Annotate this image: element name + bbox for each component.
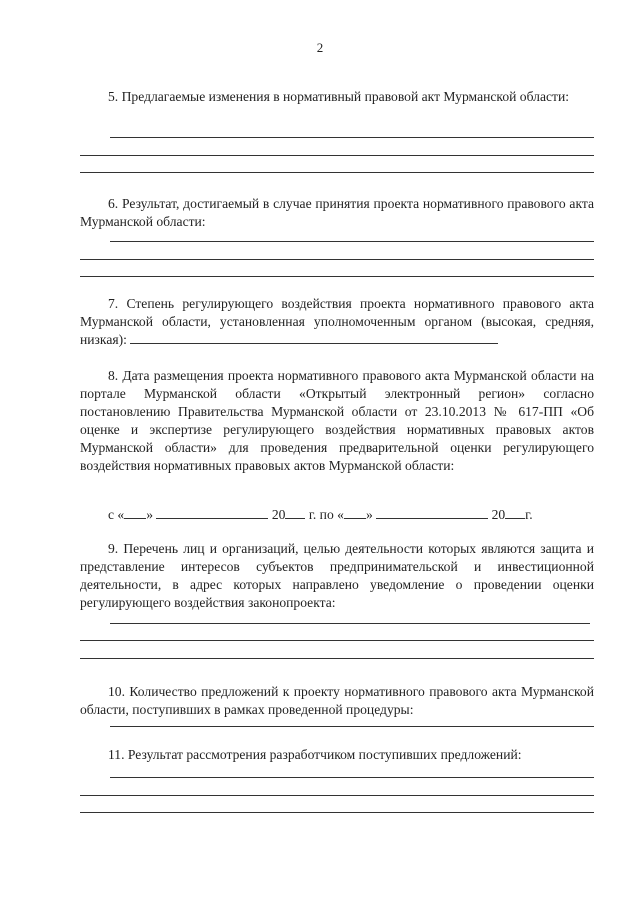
section-number: 5.	[108, 89, 119, 104]
blank-line[interactable]	[110, 241, 594, 242]
blank-line[interactable]	[80, 276, 594, 277]
section-8	[80, 367, 594, 475]
section-number: 9.	[108, 541, 119, 556]
date-to-label: г. по «	[308, 507, 344, 522]
year-prefix: 20	[271, 507, 286, 522]
date-from-label: с «	[108, 507, 125, 522]
section-text: Степень регулирующего воздействия проекта нормативного правового акта Мурманской области, установленная уполномоченным органом (высокая, средняя, низкая):	[80, 296, 595, 347]
section-6	[80, 195, 594, 231]
answer-blank[interactable]	[130, 331, 498, 344]
section-text: Количество предложений к проекту нормативного правового акта Мурманской области, поступивших в рамках проведенной процедуры:	[80, 684, 594, 717]
section-text: Перечень лиц и организаций, целью деятельности которых являются защита и представление интересов субъектов предпринимательской и инвестиционной деятельности, в адрес которых направлено уведомление о проведении оценки регулирующего воздействия законопроекта:	[80, 541, 594, 610]
section-5	[80, 88, 594, 106]
year-to-blank[interactable]	[505, 505, 525, 519]
section-7	[80, 295, 594, 349]
section-text: Предлагаемые изменения в нормативный правовой акт Мурманской области:	[121, 89, 570, 104]
page-number: 2	[316, 40, 324, 55]
blank-line[interactable]	[80, 658, 594, 659]
section-text: Результат рассмотрения разработчиком поступивших предложений:	[127, 747, 522, 762]
section-number: 7.	[108, 296, 119, 311]
date-range-line	[108, 505, 588, 523]
blank-line[interactable]	[110, 777, 594, 778]
section-number: 10.	[108, 684, 125, 699]
section-text: Результат, достигаемый в случае принятия проекта нормативного правового акта Мурманской области:	[80, 196, 595, 229]
month-from-blank[interactable]	[156, 505, 268, 519]
section-number: 8.	[108, 368, 119, 383]
section-9	[80, 540, 594, 612]
year-suffix: г.	[525, 507, 533, 522]
day-from-blank[interactable]	[124, 505, 146, 519]
section-number: 11.	[108, 747, 125, 762]
section-number: 6.	[108, 196, 119, 211]
year-prefix: 20	[491, 507, 506, 522]
blank-line[interactable]	[110, 623, 590, 624]
blank-line[interactable]	[80, 172, 594, 173]
quote-close: »	[146, 507, 154, 522]
quote-close: »	[365, 507, 373, 522]
blank-line[interactable]	[80, 795, 594, 796]
section-11	[80, 746, 594, 764]
blank-line[interactable]	[110, 726, 594, 727]
blank-line[interactable]	[80, 155, 594, 156]
blank-line[interactable]	[80, 640, 594, 641]
section-10	[80, 683, 594, 719]
blank-line[interactable]	[80, 812, 594, 813]
blank-line[interactable]	[80, 259, 594, 260]
month-to-blank[interactable]	[376, 505, 488, 519]
section-text: Дата размещения проекта нормативного правового акта Мурманской области на портале Мурманской области «Открытый электронный регион» согласно постановлению Правительства Мурманской области от 23.10.2013 № 617-ПП «Об оценке и экспертизе регулирующего воздействия нормативных правовых актов Мурманской области» для проведения предварительной оценки регулирующего воздействия нормативных правовых актов Мурманской области:	[80, 368, 594, 473]
day-to-blank[interactable]	[344, 505, 366, 519]
blank-line[interactable]	[110, 137, 594, 138]
year-from-blank[interactable]	[285, 505, 305, 519]
